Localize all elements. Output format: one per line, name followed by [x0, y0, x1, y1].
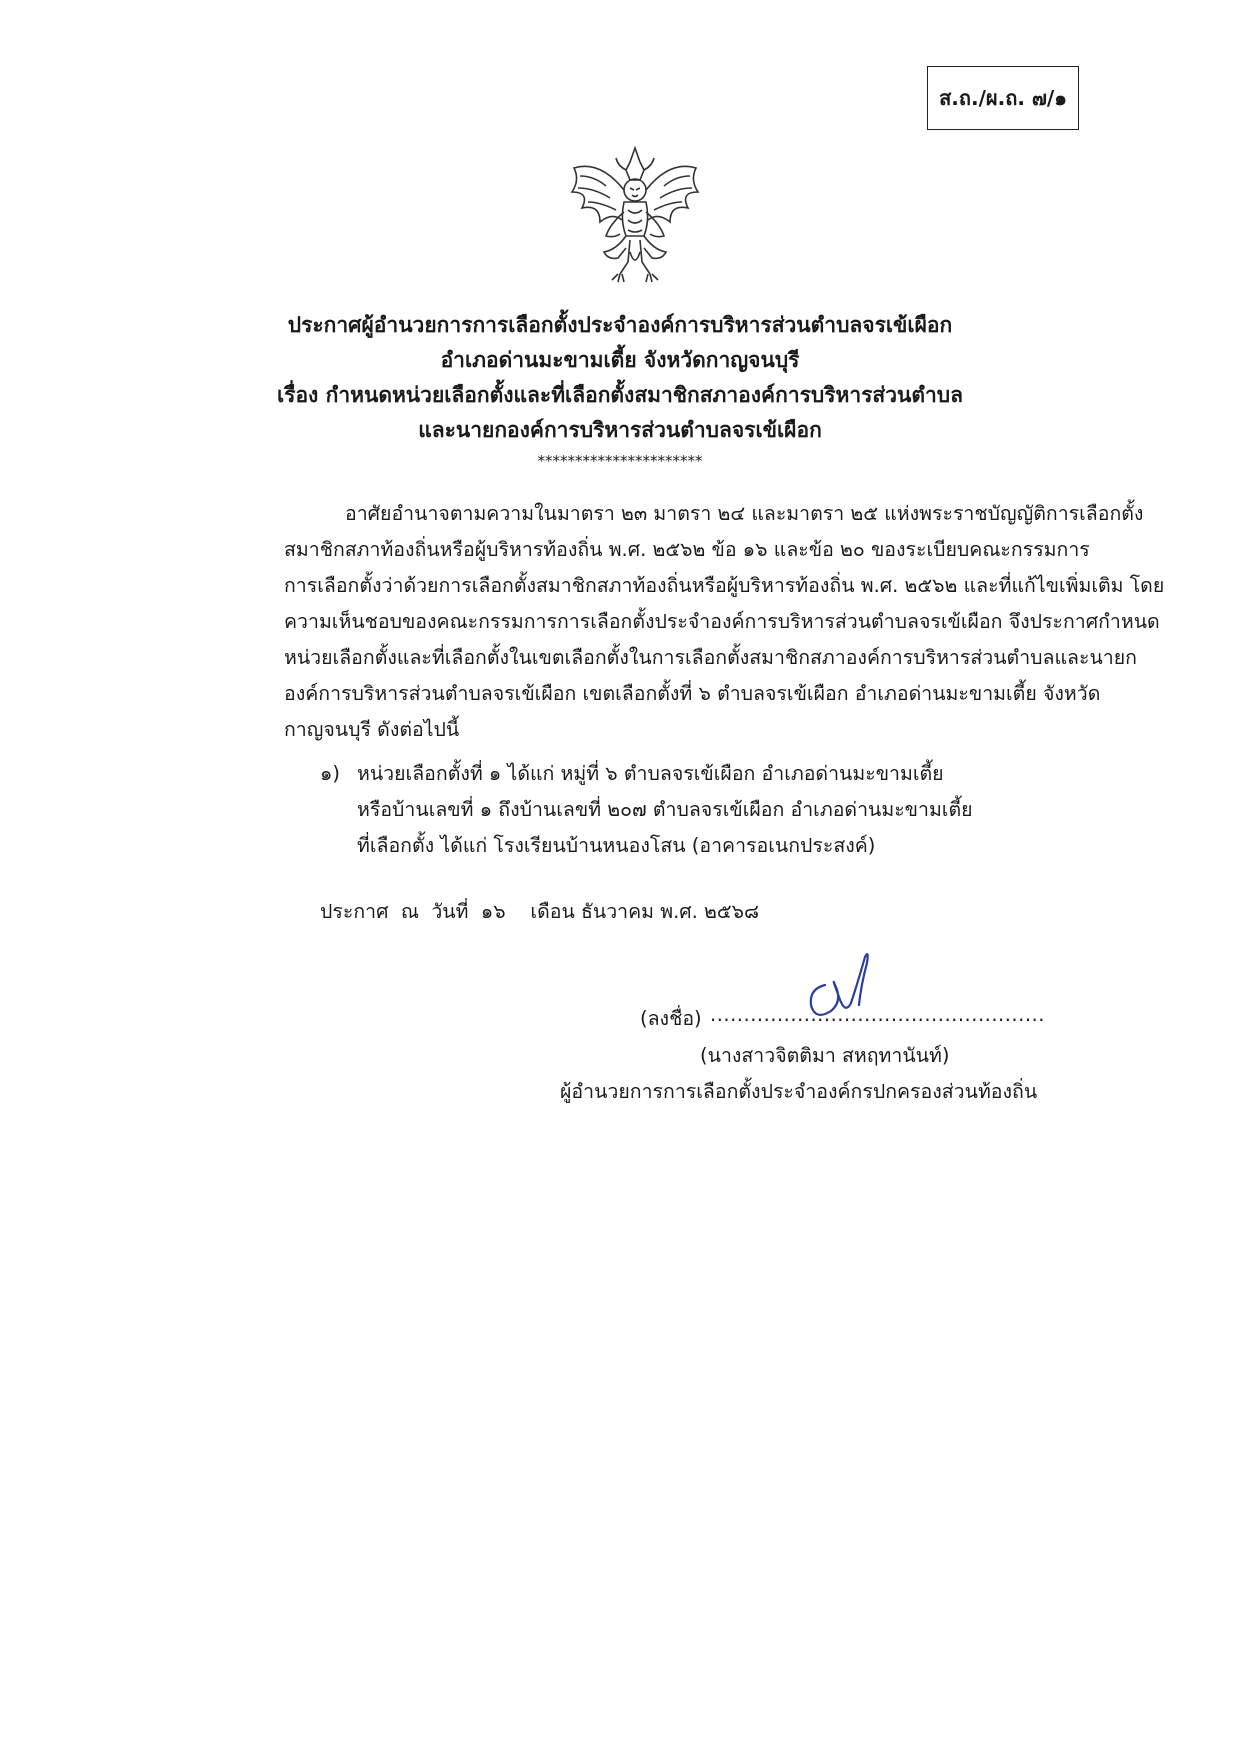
form-code: ส.ถ./ผ.ถ. ๗/๑	[939, 86, 1067, 110]
signature-label: (ลงชื่อ)	[640, 1007, 702, 1030]
body-line: การเลือกตั้งว่าด้วยการเลือกตั้งสมาชิกสภาท้องถิ่นหรือผู้บริหารท้องถิ่น พ.ศ. ๒๕๖๒ และที่แก้ไขเพิ่มเติม โดย	[284, 574, 1165, 597]
separator: **********************	[537, 452, 703, 470]
signer-name: (นางสาวจิตติมา สหฤทานันท์)	[700, 1044, 950, 1067]
handwritten-signature	[795, 945, 885, 1027]
item-line: ที่เลือกตั้ง ได้แก่ โรงเรียนบ้านหนองโสน (อาคารอเนกประสงค์)	[357, 834, 876, 857]
heading-line-3: เรื่อง กำหนดหน่วยเลือกตั้งและที่เลือกตั้งสมาชิกสภาองค์การบริหารส่วนตำบล	[276, 383, 964, 407]
heading-line-4: และนายกองค์การบริหารส่วนตำบลจรเข้เผือก	[418, 418, 822, 442]
body-line: อาศัยอำนาจตามความในมาตรา ๒๓ มาตรา ๒๔ และมาตรา ๒๕ แห่งพระราชบัญญัติการเลือกตั้ง	[345, 502, 1144, 525]
garuda-emblem	[560, 140, 710, 290]
body-line: กาญจนบุรี ดังต่อไปนี้	[284, 718, 460, 741]
body-line: องค์การบริหารส่วนตำบลจรเข้เผือก เขตเลือกตั้งที่ ๖ ตำบลจรเข้เผือก อำเภอด่านมะขามเตี้ย จังหวัด	[284, 682, 1101, 705]
signature-dotted-line: ..................................................	[710, 1003, 1045, 1026]
announcement-date: ประกาศ ณ วันที่ ๑๖ เดือน ธันวาคม พ.ศ. ๒๕๖๘	[320, 900, 760, 923]
signer-position: ผู้อำนวยการการเลือกตั้งประจำองค์กรปกครองส่วนท้องถิ่น	[560, 1080, 1038, 1103]
body-line: ความเห็นชอบของคณะกรรมการการเลือกตั้งประจำองค์การบริหารส่วนตำบลจรเข้เผือก จึงประกาศกำหนด	[284, 610, 1160, 633]
heading-line-2: อำเภอด่านมะขามเตี้ย จังหวัดกาญจนบุรี	[440, 348, 800, 372]
item-line: หรือบ้านเลขที่ ๑ ถึงบ้านเลขที่ ๒๐๗ ตำบลจรเข้เผือก อำเภอด่านมะขามเตี้ย	[357, 798, 973, 821]
item-number: ๑)	[320, 762, 340, 785]
item-line: หน่วยเลือกตั้งที่ ๑ ได้แก่ หมู่ที่ ๖ ตำบลจรเข้เผือก อำเภอด่านมะขามเตี้ย	[357, 762, 944, 785]
body-line: หน่วยเลือกตั้งและที่เลือกตั้งในเขตเลือกตั้งในการเลือกตั้งสมาชิกสภาองค์การบริหารส่วนตำบลและนายก	[284, 646, 1137, 669]
heading-line-1: ประกาศผู้อำนวยการการเลือกตั้งประจำองค์การบริหารส่วนตำบลจรเข้เผือก	[287, 313, 953, 337]
body-line: สมาชิกสภาท้องถิ่นหรือผู้บริหารท้องถิ่น พ.ศ. ๒๕๖๒ ข้อ ๑๖ และข้อ ๒๐ ของระเบียบคณะกรรมการ	[284, 538, 1090, 561]
form-code-box	[927, 66, 1079, 130]
